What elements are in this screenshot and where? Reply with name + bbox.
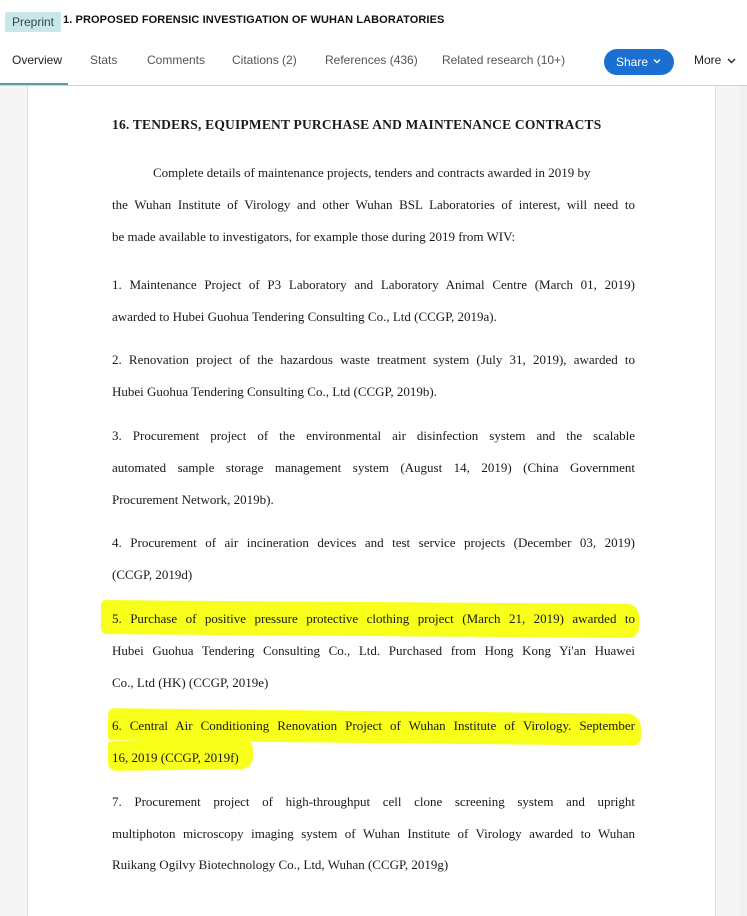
item-1-line-1: 1. Maintenance Project of P3 Laboratory and Laboratory Animal Centre (March 01, 2019) bbox=[112, 277, 635, 292]
chevron-down-icon bbox=[727, 57, 736, 65]
item-1-line-2: awarded to Hubei Guohua Tendering Consulting Co., Ltd (CCGP, 2019a). bbox=[112, 309, 497, 324]
item-2-line-1: 2. Renovation project of the hazardous waste treatment system (July 31, 2019), awarded to bbox=[112, 352, 635, 367]
tab-comments[interactable]: Comments bbox=[147, 53, 206, 67]
intro-line-3: be made available to investigators, for example those during 2019 from WIV: bbox=[112, 229, 516, 244]
item-4-line-1: 4. Procurement of air incineration devices and test service projects (December 03, 2019) bbox=[112, 535, 635, 550]
tab-overview[interactable]: Overview bbox=[12, 53, 63, 67]
tab-citations[interactable]: Citations (2) bbox=[232, 53, 297, 67]
item-3-line-3: Procurement Network, 2019b). bbox=[112, 492, 274, 507]
tab-stats[interactable]: Stats bbox=[90, 53, 118, 67]
scrollbar[interactable] bbox=[740, 86, 747, 916]
item-5-line-1: 5. Purchase of positive pressure protective clothing project (March 21, 2019) awarded to bbox=[112, 611, 635, 626]
more-button[interactable] bbox=[694, 53, 721, 67]
share-button[interactable] bbox=[604, 49, 674, 75]
item-7-line-1: 7. Procurement project of high-throughput cell clone screening system and upright bbox=[112, 794, 635, 809]
share-label: Share bbox=[616, 55, 649, 69]
document-title: 1. PROPOSED FORENSIC INVESTIGATION OF WUHAN LABORATORIES bbox=[63, 14, 445, 26]
chevron-down-icon bbox=[653, 57, 661, 65]
top-bar bbox=[0, 0, 747, 40]
section-heading: 16. TENDERS, EQUIPMENT PURCHASE AND MAINTENANCE CONTRACTS bbox=[112, 117, 602, 132]
intro-line-2: the Wuhan Institute of Virology and other Wuhan BSL Laboratories of interest, will need to bbox=[112, 197, 635, 212]
tab-references[interactable]: References (436) bbox=[325, 53, 418, 67]
item-6-line-2: 16, 2019 (CCGP, 2019f) bbox=[112, 750, 239, 765]
intro-line-1: Complete details of maintenance projects, tenders and contracts awarded in 2019 by bbox=[153, 165, 591, 180]
tab-related-research[interactable]: Related research (10+) bbox=[442, 53, 566, 67]
item-3-line-1: 3. Procurement project of the environmental air disinfection system and the scalable bbox=[112, 428, 635, 443]
item-5-line-3: Co., Ltd (HK) (CCGP, 2019e) bbox=[112, 675, 269, 690]
preprint-badge: Preprint bbox=[5, 12, 61, 32]
more-label: More bbox=[694, 53, 722, 67]
item-7-line-3: Ruikang Ogilvy Biotechnology Co., Ltd, Wuhan (CCGP, 2019g) bbox=[112, 857, 449, 872]
item-5-line-2: Hubei Guohua Tendering Consulting Co., Ltd. Purchased from Hong Kong Yi'an Huawei bbox=[112, 643, 635, 658]
item-2-line-2: Hubei Guohua Tendering Consulting Co., Ltd (CCGP, 2019b). bbox=[112, 384, 437, 399]
item-4-line-2: (CCGP, 2019d) bbox=[112, 567, 193, 582]
active-tab-indicator bbox=[0, 83, 68, 85]
item-6-line-1: 6. Central Air Conditioning Renovation Project of Wuhan Institute of Virology. September bbox=[112, 718, 635, 733]
item-3-line-2: automated sample storage management system (August 14, 2019) (China Government bbox=[112, 460, 635, 475]
item-7-line-2: multiphoton microscopy imaging system of Wuhan Institute of Virology awarded to Wuhan bbox=[112, 826, 635, 841]
